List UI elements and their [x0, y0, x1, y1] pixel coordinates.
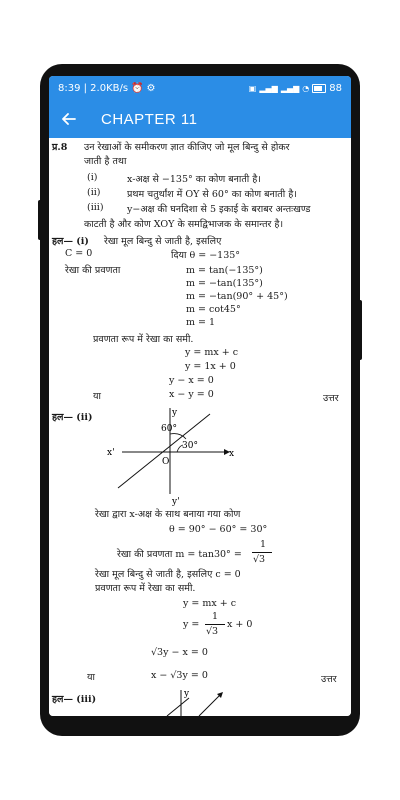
eq-ii-4: x − √3y = 0 [151, 670, 208, 681]
network-signal-icon: ▂▄▆ [259, 83, 278, 93]
status-time: 8:39 | 2.0KB/s [58, 82, 129, 94]
solution-iii-head: हल— (iii) [52, 694, 97, 705]
battery-icon [312, 84, 326, 93]
volume-button [38, 200, 42, 240]
fig-iii-y-label: y [184, 689, 190, 699]
theta-calc: θ = 90° − 60° = 30° [169, 524, 268, 535]
c-zero: C = 0 [65, 248, 93, 259]
slope-calc: रेखा की प्रवणता m = tan30° = [117, 549, 242, 560]
figure-ii [104, 406, 234, 506]
alarm-icon: ⏰ [131, 82, 144, 94]
slope-fraction-den: √3 [253, 554, 266, 565]
fig-ii-xp-label: x' [107, 448, 115, 458]
wifi-icon: ◔ [302, 83, 310, 93]
back-arrow-icon [62, 113, 76, 125]
fig-ii-60-label: 60° [161, 424, 177, 434]
figure-iii [159, 686, 239, 716]
fig-ii-y-label: y [172, 408, 178, 418]
battery-level: 88 [329, 82, 342, 94]
part-iii-number: (iii) [87, 202, 104, 213]
m-step-3: m = −tan(90° + 45°) [186, 291, 288, 302]
answer-label-ii: उत्तर [321, 674, 337, 685]
fraction-bar [252, 552, 272, 553]
app-screen [49, 76, 351, 716]
status-bar [49, 76, 351, 100]
eq-ii-2-den: √3 [206, 626, 219, 637]
signal-strength-icon: ▂▄▆ [280, 83, 300, 93]
eq-2: y = 1x + 0 [185, 361, 236, 372]
fig-ii-o-label: O [162, 457, 170, 467]
question-line-1: उन रेखाओं के समीकरण ज्ञात कीजिए जो मूल बिन्दु से होकर [84, 142, 290, 153]
through-origin-text: रेखा मूल बिन्दु से जाती है, इसलिए c = 0 [95, 569, 241, 580]
solution-i-intro: रेखा मूल बिन्दु से जाती है, इसलिए [104, 236, 222, 247]
question-number: प्र.8 [52, 142, 68, 153]
eq-ii-3: √3y − x = 0 [151, 647, 208, 658]
slope-form-label-ii: प्रवणता रूप में रेखा का समी. [95, 583, 196, 594]
fig-ii-yp-label: y' [172, 497, 180, 506]
page-content [49, 138, 351, 716]
part-i-number: (i) [87, 172, 98, 183]
slope-label: रेखा की प्रवणता [65, 265, 121, 276]
question-line-2: जाती है तथा [84, 156, 127, 167]
angle-with-x-text: रेखा द्वारा x-अक्ष के साथ बनाया गया कोण [95, 509, 241, 520]
eq-ii-1: y = mx + c [183, 598, 237, 609]
given-theta: दिया θ = −135° [171, 250, 241, 261]
settings-gear-icon: ⚙ [146, 82, 156, 94]
ya-label: या [93, 391, 101, 402]
back-button[interactable] [49, 100, 89, 138]
eq-4: x − y = 0 [169, 389, 214, 400]
eq-ii-2-pre: y = [183, 619, 200, 630]
eq-ii-2-post: x + 0 [227, 619, 253, 630]
fig-ii-x-label: x [229, 449, 234, 459]
part-ii-text: प्रथम चतुर्थांश में OY से 60° का कोण बनाती है। [127, 189, 297, 200]
app-bar [49, 100, 351, 138]
m-step-1: m = tan(−135°) [186, 265, 263, 276]
m-step-2: m = −tan(135°) [186, 278, 263, 289]
fraction-bar-2 [205, 624, 225, 625]
part-iii-text: y−अक्ष की घनदिशा से 5 इकाई के बराबर अन्तःखण्ड [127, 204, 311, 215]
slope-form-label: प्रवणता रूप में रेखा का समी. [93, 334, 194, 345]
eq-3: y − x = 0 [169, 375, 214, 386]
solution-i-head: हल— (i) [52, 236, 89, 247]
answer-label: उत्तर [323, 393, 339, 404]
eq-1: y = mx + c [185, 347, 239, 358]
m-step-5: m = 1 [186, 317, 216, 328]
part-i-text: x-अक्ष से −135° का कोण बनाती है। [127, 174, 261, 185]
part-ii-number: (ii) [87, 187, 101, 198]
sim-icon: ▣ [248, 83, 257, 93]
solution-ii-head: हल— (ii) [52, 412, 93, 423]
m-step-4: m = cot45° [186, 304, 241, 315]
slope-fraction-num: 1 [259, 539, 267, 550]
fig-ii-30-label: 30° [182, 441, 198, 451]
ya-label-ii: या [87, 672, 95, 683]
part-iii-text-2: काटती है और कोण XOY के समद्विभाजक के समान्तर है। [84, 219, 284, 230]
power-button [358, 300, 362, 360]
app-bar-title: CHAPTER 11 [101, 110, 198, 128]
eq-ii-2-num: 1 [211, 611, 219, 622]
